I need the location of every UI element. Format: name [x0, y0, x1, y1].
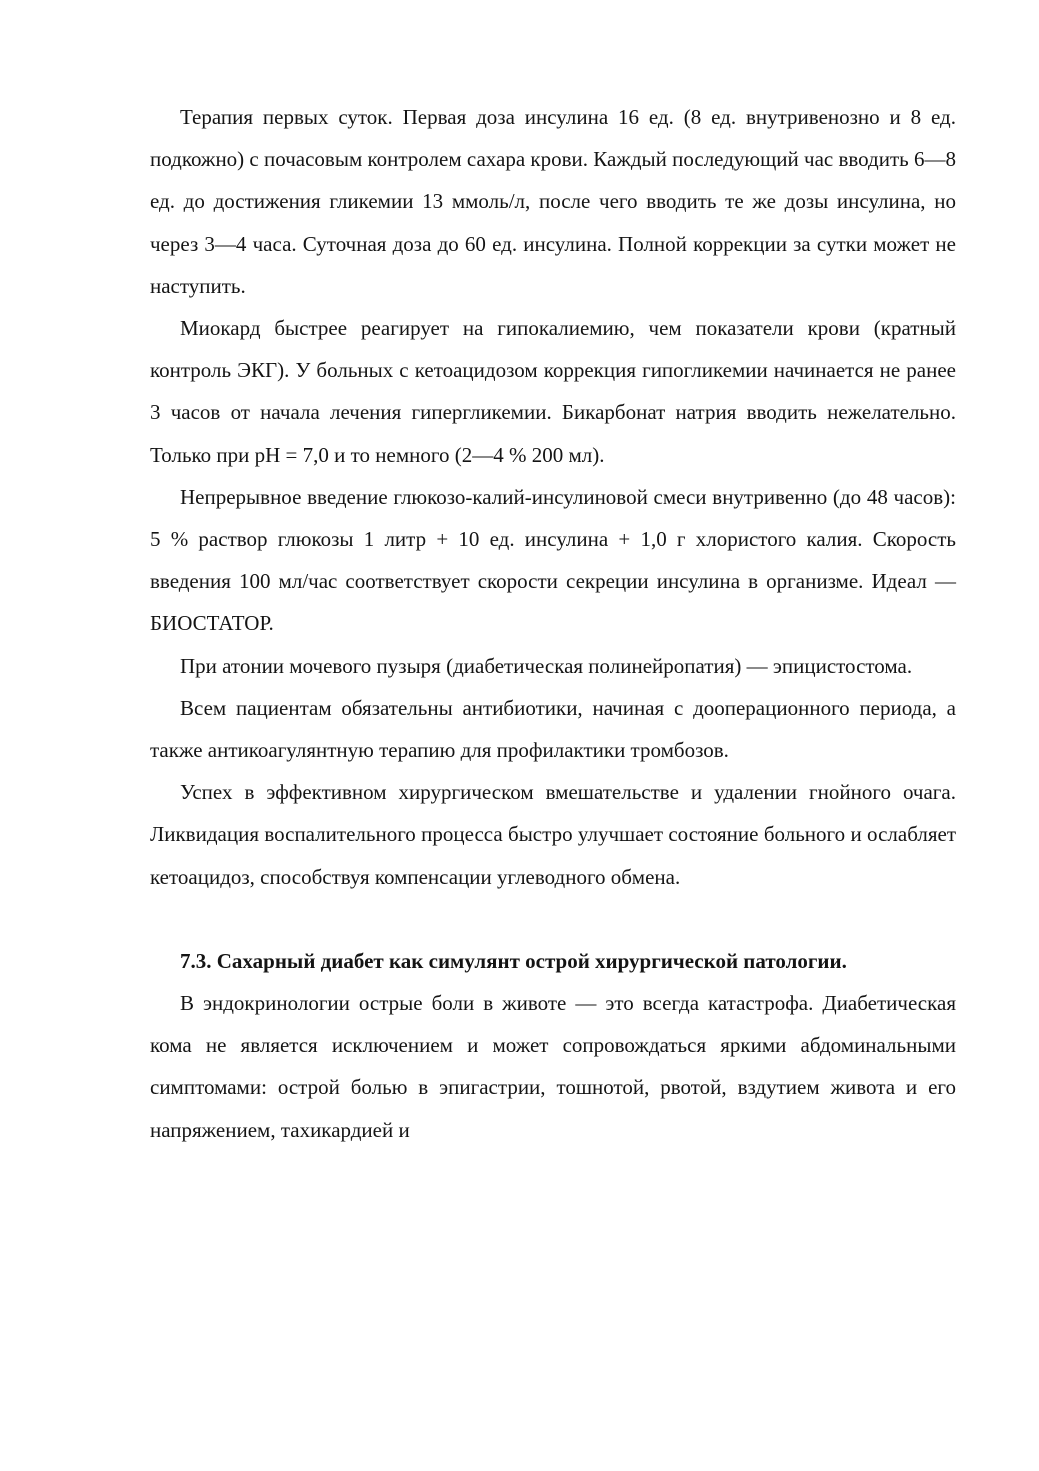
paragraph-glucose-infusion: Непрерывное введение глюкозо-калий-инсулиновой смеси внутривенно (до 48 часов): 5 % раствор глюкозы 1 литр + 10 ед. инсулина + 1,0 г хлористого калия. Скорость введения 100 мл/час соответствует скорости секреции инсулина в организме. Идеал — БИОСТАТОР.: [150, 484, 956, 636]
section-heading: 7.3. Сахарный диабет как симулянт острой хирургической патологии.: [180, 948, 847, 973]
paragraph-bladder-atony: При атонии мочевого пузыря (диабетическая полинейропатия) — эпицистостома.: [180, 653, 913, 678]
paragraph-surgical-success: Успех в эффективном хирургическом вмешательстве и удалении гнойного очага. Ликвидация воспалительного процесса быстро улучшает состояние больного и ослабляет кетоацидоз, способствуя компенсации углеводного обмена.: [150, 780, 956, 889]
section-spacer: [150, 898, 956, 940]
paragraph-abdominal-pain: В эндокринологии острые боли в животе — это всегда катастрофа. Диабетическая кома не является исключением и может сопровождаться яркими абдоминальными симптомами: острой болью в эпигастрии, тошнотой, рвотой, вздутием живота и его напряжением, тахикардией и: [150, 991, 956, 1142]
paragraph-myocardium: Миокард быстрее реагирует на гипокалиемию, чем показатели крови (кратный контроль ЭКГ). У больных с кетоацидозом коррекция гипогликемии начинается не ранее 3 часов от начала лечения гипергликемии. Бикарбонат натрия вводить нежелательно. Только при pH = 7,0 и то немного (2—4 % 200 мл).: [150, 316, 956, 467]
document-body: [150, 96, 956, 1151]
paragraph-antibiotics: Всем пациентам обязательны антибиотики, начиная с дооперационного периода, а также антикоагулянтную терапию для профилактики тромбозов.: [150, 695, 956, 763]
paragraph-first-day-therapy: Терапия первых суток. Первая доза инсулина 16 ед. (8 ед. внутривенозно и 8 ед. подкожно) с почасовым контролем сахара крови. Каждый последующий час вводить 6—8 ед. до достижения гликемии 13 ммоль/л, после чего вводить те же дозы инсулина, но через 3—4 часа. Суточная доза до 60 ед. инсулина. Полной коррекции за сутки может не наступить.: [150, 105, 956, 298]
